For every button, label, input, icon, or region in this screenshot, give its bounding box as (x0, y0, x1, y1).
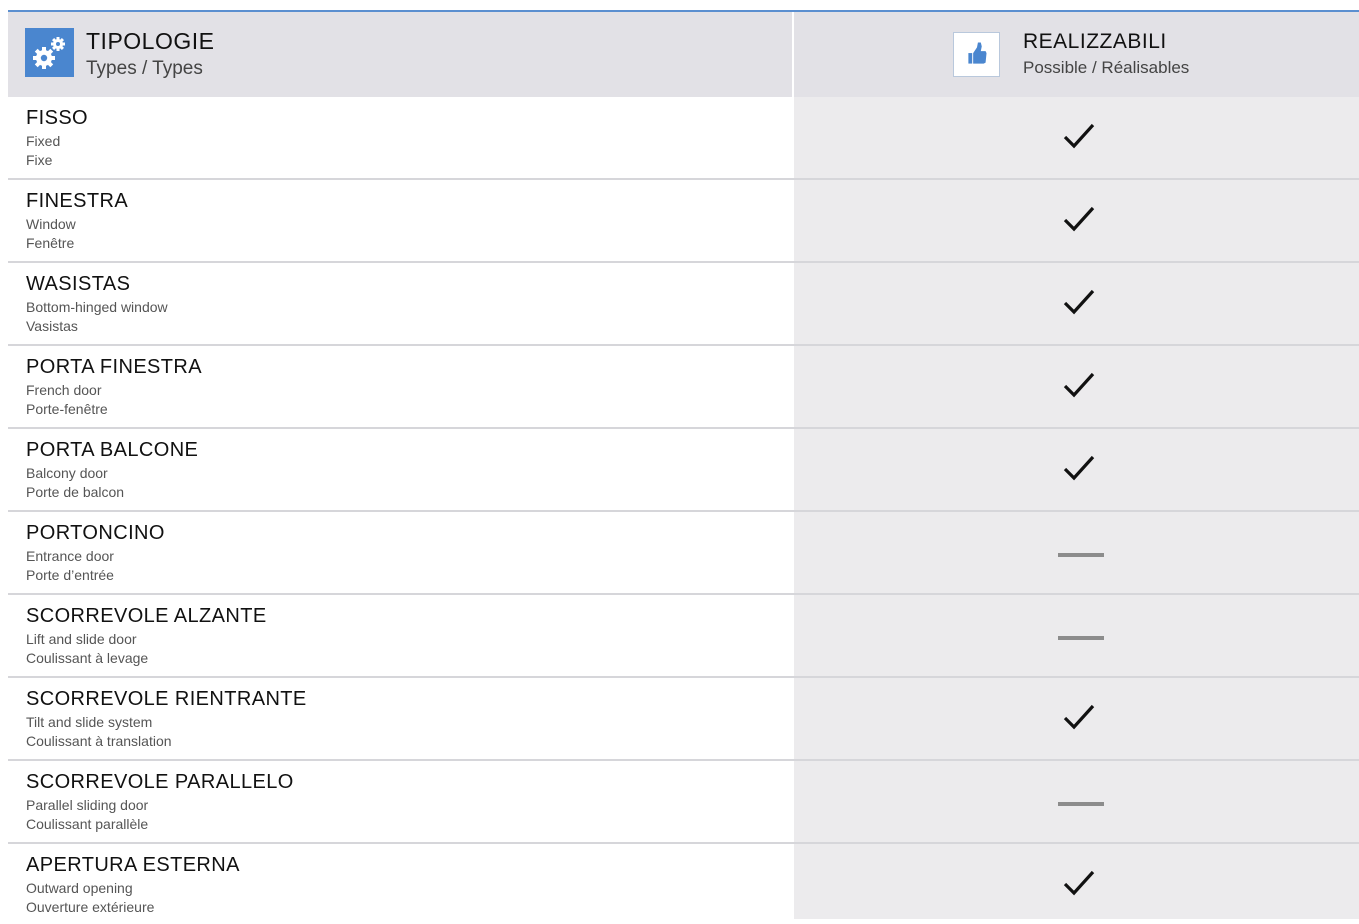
availability-cell (794, 512, 1359, 593)
type-english: Tilt and slide system (26, 714, 153, 730)
type-cell (8, 844, 792, 919)
table-row (8, 761, 1359, 844)
type-cell (8, 263, 792, 344)
table-row (8, 346, 1359, 429)
thumbs-up-icon (953, 32, 1000, 77)
header-possible-cell (794, 12, 1359, 97)
type-name: FINESTRA (26, 190, 129, 212)
availability-cell (794, 97, 1359, 178)
type-french: Coulissant à translation (26, 733, 172, 749)
type-name: WASISTAS (26, 273, 131, 295)
gears-icon (25, 28, 74, 77)
availability-cell (794, 595, 1359, 676)
type-french: Vasistas (26, 318, 78, 334)
table-row (8, 844, 1359, 919)
type-french: Coulissant à levage (26, 650, 149, 666)
type-name: FISSO (26, 107, 89, 129)
type-cell (8, 678, 792, 759)
types-subtitle: Types / Types (86, 58, 203, 79)
checkmark-icon (1062, 121, 1096, 151)
types-title: TIPOLOGIE (86, 28, 215, 54)
checkmark-icon (1062, 370, 1096, 400)
type-french: Coulissant parallèle (26, 816, 149, 832)
type-french: Fixe (26, 152, 53, 168)
availability-cell (794, 761, 1359, 842)
table-row (8, 678, 1359, 761)
table-body (8, 97, 1359, 919)
header-types-cell (8, 12, 792, 97)
checkmark-icon (1062, 702, 1096, 732)
availability-cell (794, 263, 1359, 344)
type-name: SCORREVOLE ALZANTE (26, 605, 267, 627)
type-name: PORTONCINO (26, 522, 165, 544)
type-cell (8, 512, 792, 593)
type-cell (8, 346, 792, 427)
dash-icon (1058, 636, 1104, 640)
type-cell (8, 180, 792, 261)
typologies-table (8, 10, 1359, 924)
type-name: PORTA FINESTRA (26, 356, 203, 378)
type-english: French door (26, 382, 102, 398)
type-cell (8, 761, 792, 842)
type-english: Window (26, 216, 76, 232)
type-cell (8, 595, 792, 676)
type-name: PORTA BALCONE (26, 439, 199, 461)
availability-cell (794, 678, 1359, 759)
checkmark-icon (1062, 204, 1096, 234)
type-english: Fixed (26, 133, 61, 149)
table-row (8, 595, 1359, 678)
type-french: Porte d’entrée (26, 567, 114, 583)
availability-cell (794, 429, 1359, 510)
dash-icon (1058, 802, 1104, 806)
availability-cell (794, 346, 1359, 427)
availability-cell (794, 180, 1359, 261)
table-row (8, 180, 1359, 263)
type-name: APERTURA ESTERNA (26, 854, 240, 876)
checkmark-icon (1062, 453, 1096, 483)
type-name: SCORREVOLE RIENTRANTE (26, 688, 307, 710)
type-french: Porte-fenêtre (26, 401, 108, 417)
checkmark-icon (1062, 868, 1096, 898)
availability-cell (794, 844, 1359, 919)
possible-title: REALIZZABILI (1023, 30, 1167, 53)
type-french: Porte de balcon (26, 484, 125, 500)
type-name: SCORREVOLE PARALLELO (26, 771, 294, 793)
type-french: Fenêtre (26, 235, 75, 251)
table-row (8, 512, 1359, 595)
type-cell (8, 97, 792, 178)
type-english: Balcony door (26, 465, 108, 481)
table-row (8, 429, 1359, 512)
type-english: Parallel sliding door (26, 797, 149, 813)
type-cell (8, 429, 792, 510)
table-header (8, 12, 1359, 97)
type-french: Ouverture extérieure (26, 899, 155, 915)
checkmark-icon (1062, 287, 1096, 317)
table-row (8, 97, 1359, 180)
type-english: Outward opening (26, 880, 133, 896)
type-english: Lift and slide door (26, 631, 137, 647)
possible-subtitle: Possible / Réalisables (1023, 58, 1190, 77)
table-row (8, 263, 1359, 346)
type-english: Bottom-hinged window (26, 299, 168, 315)
dash-icon (1058, 553, 1104, 557)
type-english: Entrance door (26, 548, 114, 564)
